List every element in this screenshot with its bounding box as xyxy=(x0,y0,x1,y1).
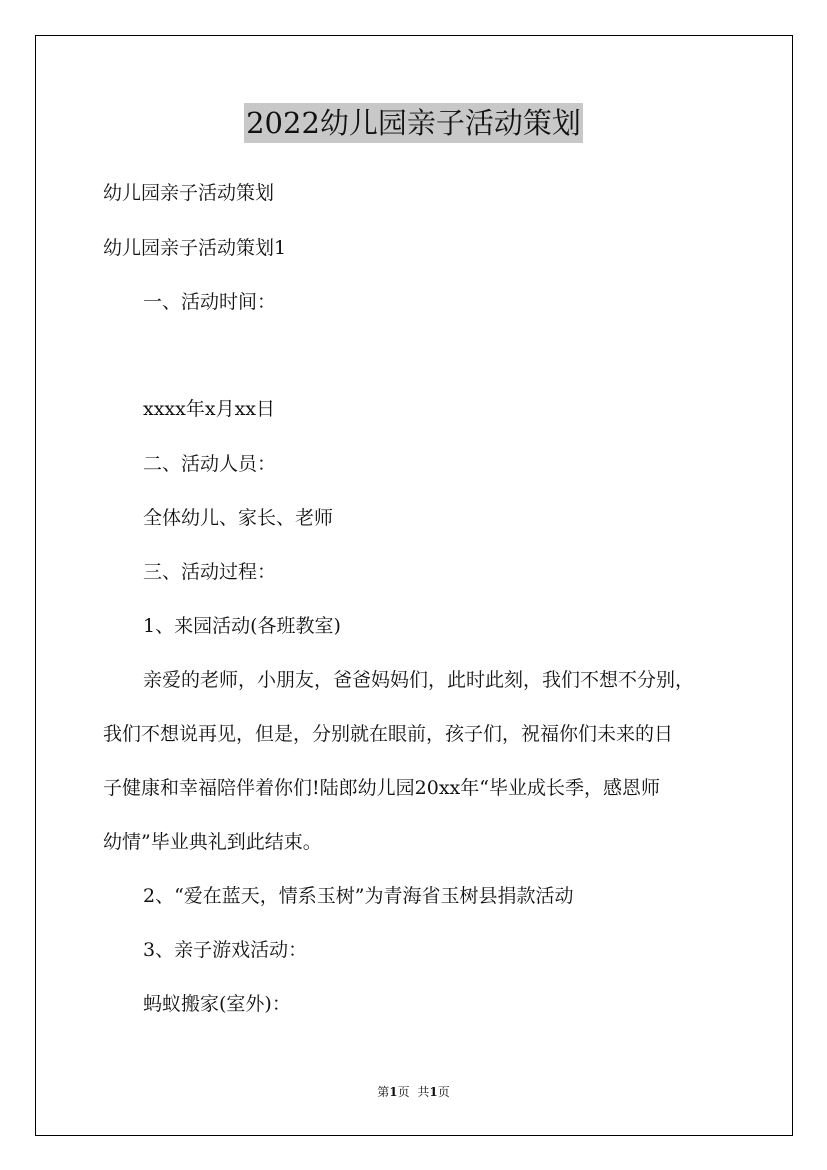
paragraph-line: 幼儿园亲子活动策划1 xyxy=(103,237,287,259)
paragraph-line: 幼情”毕业典礼到此结束。 xyxy=(103,831,322,853)
page-prefix: 第 xyxy=(377,1085,390,1099)
paragraph-line: 三、活动过程： xyxy=(143,561,277,583)
total-prefix: 共 xyxy=(417,1085,430,1099)
paragraph-line: 亲爱的老师，小朋友，爸爸妈妈们，此时此刻，我们不想不分别， xyxy=(143,669,695,691)
paragraph-line: xxxx年x月xx日 xyxy=(143,398,276,420)
paragraph-line: 一、活动时间： xyxy=(143,291,277,313)
paragraph-line: 子健康和幸福陪伴着你们!陆郎幼儿园20xx年“毕业成长季，感恩师 xyxy=(103,777,660,799)
total-number: 1 xyxy=(429,1085,438,1099)
page-number: 1 xyxy=(389,1085,398,1099)
page-suffix: 页 xyxy=(397,1085,410,1099)
title-container xyxy=(0,103,827,143)
total-suffix: 页 xyxy=(437,1085,450,1099)
paragraph-line: 我们不想说再见，但是，分别就在眼前，孩子们，祝福你们未来的日 xyxy=(103,723,674,745)
paragraph-line: 1、来园活动(各班教室) xyxy=(143,615,341,637)
paragraph-line: 3、亲子游戏活动： xyxy=(143,939,308,961)
paragraph-line: 二、活动人员： xyxy=(143,453,277,475)
paragraph-line: 全体幼儿、家长、老师 xyxy=(143,507,334,529)
paragraph-line: 蚂蚁搬家(室外)： xyxy=(143,993,291,1015)
page-footer xyxy=(0,1084,827,1100)
paragraph-line: 2、“爱在蓝天，情系玉树”为青海省玉树县捐款活动 xyxy=(143,885,574,907)
paragraph-line: 幼儿园亲子活动策划 xyxy=(103,182,275,204)
document-title: 2022幼儿园亲子活动策划 xyxy=(244,103,583,143)
